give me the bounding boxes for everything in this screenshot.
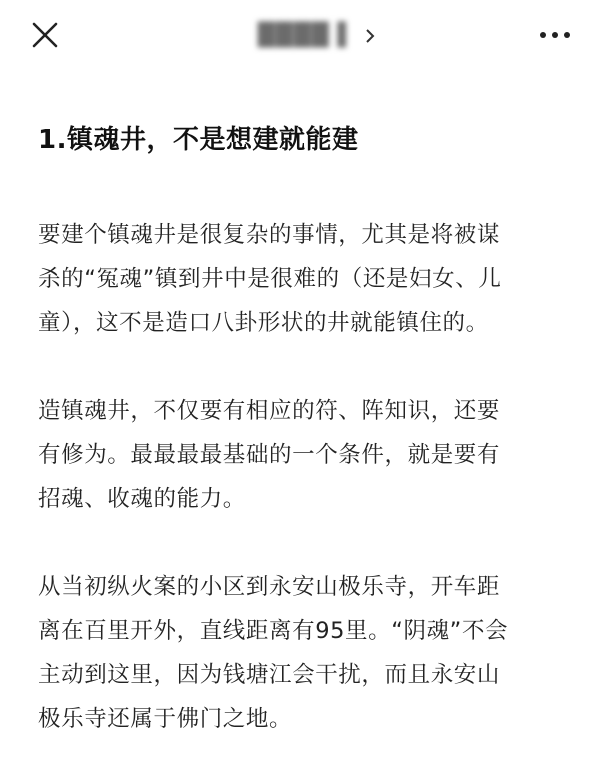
paragraph-line: 招魂、收魂的能力。: [38, 486, 246, 512]
account-name: ████ ▌: [258, 23, 356, 48]
paragraph-line: 离在百里开外，直线距离有95里。“阴魂”不会: [38, 618, 509, 644]
paragraph-line: 童），这不是造口八卦形状的井就能镇住的。: [38, 310, 489, 336]
paragraph-line: 从当初纵火案的小区到永安山极乐寺，开车距: [38, 574, 501, 600]
account-name-link[interactable]: [258, 22, 376, 50]
paragraph-1: [38, 213, 568, 345]
paragraph-line: 造镇魂井，不仅要有相应的符、阵知识，还要: [38, 398, 501, 424]
paragraph-3: [38, 565, 568, 741]
paragraph-line: 主动到这里，因为钱塘江会干扰，而且永安山: [38, 662, 501, 688]
paragraph-line: 要建个镇魂井是很复杂的事情，尤其是将被谋: [38, 222, 501, 248]
article-body: [38, 120, 568, 741]
more-icon[interactable]: [538, 28, 572, 42]
paragraph-line: 极乐寺还属于佛门之地。: [38, 706, 293, 732]
paragraph-line: 杀的“冤魂”镇到井中是很难的（还是妇女、儿: [38, 266, 502, 292]
section-heading: 1.镇魂井，不是想建就能建: [38, 125, 359, 155]
close-icon[interactable]: [30, 20, 60, 50]
paragraph-2: [38, 389, 568, 521]
paragraph-line: 有修为。最最最最基础的一个条件，就是要有: [38, 442, 501, 468]
top-nav-bar: [0, 0, 600, 70]
chevron-right-icon: [364, 28, 376, 44]
